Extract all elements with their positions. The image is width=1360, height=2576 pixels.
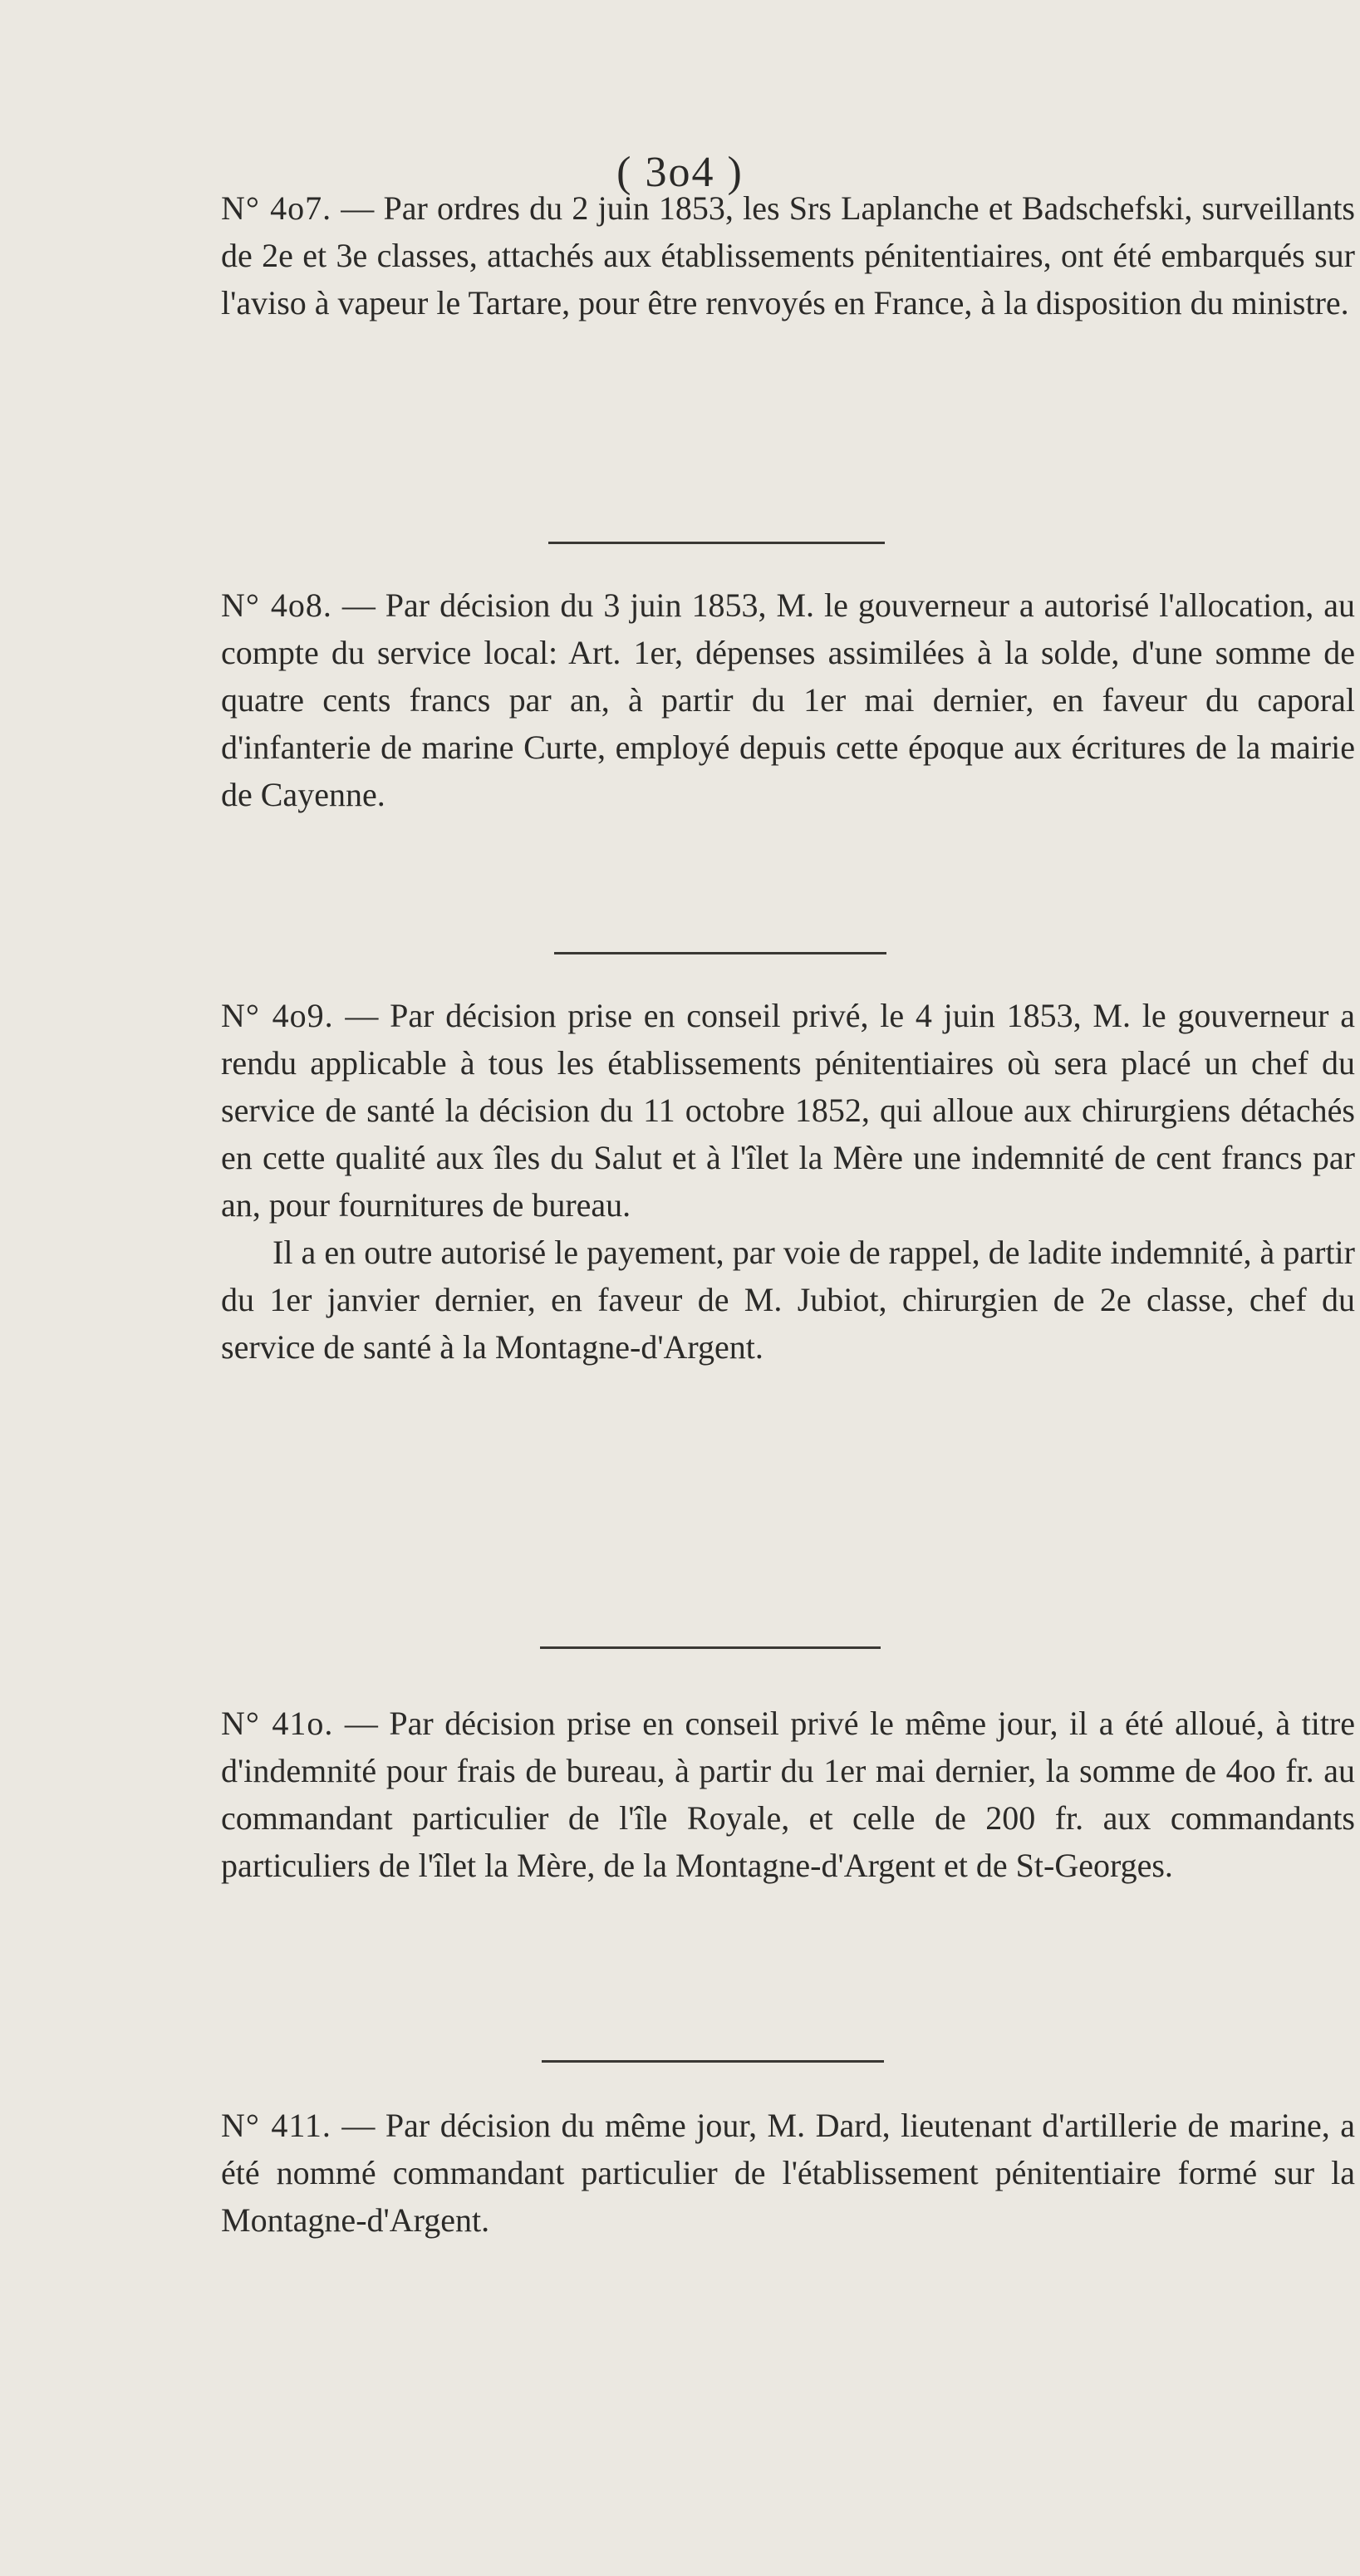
entry-number: N° 411.: [221, 2107, 331, 2144]
entry-410: [221, 1700, 1355, 1889]
entry-408: [221, 581, 1355, 818]
entry-number: N° 41o.: [221, 1705, 334, 1742]
entry-411: [221, 2102, 1355, 2244]
page-number: ( 3o4 ): [616, 149, 744, 196]
entry-409: [221, 992, 1355, 1371]
entry-paragraph: [221, 184, 1355, 326]
entry-text: — Par décision prise en conseil privé le même jour, il a été alloué, à titre d'indemnité pour frais de bureau, à partir du 1er mai dernier, la somme de 4oo fr. au commandant particulier de l'île Royale, et celle de 200 fr. aux commandants particuliers de l'îlet la Mère, de la Montagne-d'Argent et de St-Georges.: [221, 1705, 1356, 1884]
section-divider: [542, 2060, 884, 2063]
entry-number: N° 4o8.: [221, 586, 332, 624]
section-divider: [548, 542, 885, 544]
entry-paragraph: Il a en outre autorisé le payement, par voie de rappel, de ladite indemnité, à partir du 1er janvier dernier, en faveur de M. Jubiot, chirurgien de 2e classe, chef du service de santé à la Montagne-d'Argent.: [221, 1234, 1355, 1366]
entry-text: — Par décision du même jour, M. Dard, lieutenant d'artillerie de marine, a été nommé commandant particulier de l'établissement pénitentiaire formé sur la Montagne-d'Argent.: [221, 2107, 1356, 2239]
entry-text: — Par décision prise en conseil privé, le 4 juin 1853, M. le gouverneur a rendu applicable à tous les établissements pénitentiaires où sera placé un chef du service de santé la décision du 11 octobre 1852, qui alloue aux chirurgiens détachés en cette qualité aux îles du Salut et à l'îlet la Mère une indemnité de cent francs par an, pour fournitures de bureau.: [221, 997, 1356, 1224]
section-divider: [540, 1646, 881, 1649]
entry-paragraph: [221, 992, 1355, 1229]
entry-number: N° 4o7.: [221, 189, 332, 227]
entry-text: — Par décision du 3 juin 1853, M. le gouverneur a autorisé l'allocation, au compte du service local: Art. 1er, dépenses assimilées à la solde, d'une somme de quatre cents francs par an, à partir du 1er mai dernier, en faveur du caporal d'infanterie de marine Curte, employé depuis cette époque aux écritures de la mairie de Cayenne.: [221, 586, 1356, 813]
entry-paragraph: [221, 2102, 1355, 2244]
entry-407: [221, 184, 1355, 326]
section-divider: [554, 952, 886, 954]
entry-text: — Par ordres du 2 juin 1853, les Srs Laplanche et Badschefski, surveillants de 2e et 3e classes, attachés aux établissements pénitentiaires, ont été embarqués sur l'aviso à vapeur le Tartare, pour être renvoyés en France, à la disposition du ministre.: [221, 189, 1355, 321]
entry-paragraph: [221, 1700, 1355, 1889]
entry-paragraph: [221, 581, 1355, 818]
entry-number: N° 4o9.: [221, 997, 334, 1034]
